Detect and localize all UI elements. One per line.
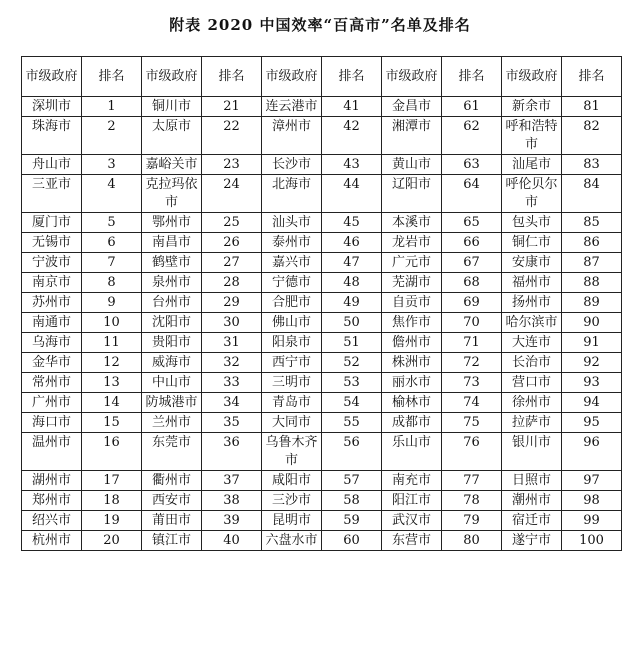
- rank-cell: 82: [562, 117, 622, 155]
- table-row: [22, 175, 622, 213]
- table-row: [22, 117, 622, 155]
- city-name-cell: 兰州市: [142, 413, 202, 433]
- city-name-cell: 郑州市: [22, 491, 82, 511]
- city-name-cell: 沈阳市: [142, 313, 202, 333]
- rank-cell: 54: [322, 393, 382, 413]
- city-name-cell: 嘉峪关市: [142, 155, 202, 175]
- city-name-cell: 常州市: [22, 373, 82, 393]
- city-name-cell: 汕尾市: [502, 155, 562, 175]
- city-name-cell: 三亚市: [22, 175, 82, 213]
- city-name-cell: 日照市: [502, 471, 562, 491]
- city-name-cell: 鄂州市: [142, 213, 202, 233]
- rank-cell: 16: [82, 433, 142, 471]
- city-name-cell: 焦作市: [382, 313, 442, 333]
- rank-cell: 53: [322, 373, 382, 393]
- city-name-cell: 哈尔滨市: [502, 313, 562, 333]
- city-name-cell: 克拉玛依市: [142, 175, 202, 213]
- city-name-cell: 南昌市: [142, 233, 202, 253]
- rank-cell: 21: [202, 97, 262, 117]
- city-name-cell: 金昌市: [382, 97, 442, 117]
- rank-cell: 23: [202, 155, 262, 175]
- rank-cell: 78: [442, 491, 502, 511]
- table-row: [22, 353, 622, 373]
- city-name-cell: 铜仁市: [502, 233, 562, 253]
- city-name-cell: 龙岩市: [382, 233, 442, 253]
- table-row: [22, 233, 622, 253]
- rank-cell: 41: [322, 97, 382, 117]
- city-name-cell: 银川市: [502, 433, 562, 471]
- city-name-cell: 佛山市: [262, 313, 322, 333]
- table-row: [22, 313, 622, 333]
- city-name-cell: 三明市: [262, 373, 322, 393]
- city-name-cell: 南京市: [22, 273, 82, 293]
- rank-cell: 64: [442, 175, 502, 213]
- rank-cell: 79: [442, 511, 502, 531]
- rank-cell: 70: [442, 313, 502, 333]
- city-name-cell: 昆明市: [262, 511, 322, 531]
- rank-cell: 56: [322, 433, 382, 471]
- city-name-cell: 阳泉市: [262, 333, 322, 353]
- table-row: [22, 471, 622, 491]
- header-city: 市级政府: [502, 57, 562, 97]
- rank-cell: 28: [202, 273, 262, 293]
- city-name-cell: 深圳市: [22, 97, 82, 117]
- table-row: [22, 433, 622, 471]
- rank-cell: 14: [82, 393, 142, 413]
- city-name-cell: 宁波市: [22, 253, 82, 273]
- city-name-cell: 东营市: [382, 531, 442, 551]
- city-name-cell: 自贡市: [382, 293, 442, 313]
- rank-cell: 86: [562, 233, 622, 253]
- rank-cell: 46: [322, 233, 382, 253]
- city-name-cell: 厦门市: [22, 213, 82, 233]
- table-row: [22, 273, 622, 293]
- city-name-cell: 大同市: [262, 413, 322, 433]
- rank-cell: 36: [202, 433, 262, 471]
- ranking-table: [21, 56, 622, 551]
- rank-cell: 33: [202, 373, 262, 393]
- rank-cell: 9: [82, 293, 142, 313]
- city-name-cell: 泰州市: [262, 233, 322, 253]
- rank-cell: 20: [82, 531, 142, 551]
- city-name-cell: 莆田市: [142, 511, 202, 531]
- rank-cell: 38: [202, 491, 262, 511]
- rank-cell: 2: [82, 117, 142, 155]
- table-row: [22, 393, 622, 413]
- rank-cell: 90: [562, 313, 622, 333]
- rank-cell: 26: [202, 233, 262, 253]
- city-name-cell: 西宁市: [262, 353, 322, 373]
- rank-cell: 71: [442, 333, 502, 353]
- header-rank: 排名: [562, 57, 622, 97]
- city-name-cell: 辽阳市: [382, 175, 442, 213]
- city-name-cell: 株洲市: [382, 353, 442, 373]
- rank-cell: 92: [562, 353, 622, 373]
- city-name-cell: 武汉市: [382, 511, 442, 531]
- rank-cell: 73: [442, 373, 502, 393]
- city-name-cell: 广元市: [382, 253, 442, 273]
- rank-cell: 69: [442, 293, 502, 313]
- city-name-cell: 东莞市: [142, 433, 202, 471]
- city-name-cell: 阳江市: [382, 491, 442, 511]
- city-name-cell: 安康市: [502, 253, 562, 273]
- rank-cell: 66: [442, 233, 502, 253]
- city-name-cell: 金华市: [22, 353, 82, 373]
- rank-cell: 3: [82, 155, 142, 175]
- city-name-cell: 大连市: [502, 333, 562, 353]
- city-name-cell: 新余市: [502, 97, 562, 117]
- city-name-cell: 台州市: [142, 293, 202, 313]
- city-name-cell: 嘉兴市: [262, 253, 322, 273]
- rank-cell: 100: [562, 531, 622, 551]
- rank-cell: 80: [442, 531, 502, 551]
- rank-cell: 97: [562, 471, 622, 491]
- city-name-cell: 丽水市: [382, 373, 442, 393]
- city-name-cell: 遂宁市: [502, 531, 562, 551]
- rank-cell: 8: [82, 273, 142, 293]
- header-rank: 排名: [202, 57, 262, 97]
- rank-cell: 60: [322, 531, 382, 551]
- header-city: 市级政府: [22, 57, 82, 97]
- rank-cell: 75: [442, 413, 502, 433]
- rank-cell: 40: [202, 531, 262, 551]
- rank-cell: 61: [442, 97, 502, 117]
- rank-cell: 42: [322, 117, 382, 155]
- city-name-cell: 鹤壁市: [142, 253, 202, 273]
- rank-cell: 39: [202, 511, 262, 531]
- rank-cell: 49: [322, 293, 382, 313]
- rank-cell: 76: [442, 433, 502, 471]
- rank-cell: 22: [202, 117, 262, 155]
- city-name-cell: 扬州市: [502, 293, 562, 313]
- header-row: [22, 57, 622, 97]
- city-name-cell: 南充市: [382, 471, 442, 491]
- table-row: [22, 293, 622, 313]
- header-city: 市级政府: [142, 57, 202, 97]
- city-name-cell: 宁德市: [262, 273, 322, 293]
- rank-cell: 43: [322, 155, 382, 175]
- rank-cell: 18: [82, 491, 142, 511]
- rank-cell: 77: [442, 471, 502, 491]
- table-row: [22, 373, 622, 393]
- rank-cell: 27: [202, 253, 262, 273]
- rank-cell: 93: [562, 373, 622, 393]
- city-name-cell: 三沙市: [262, 491, 322, 511]
- city-name-cell: 防城港市: [142, 393, 202, 413]
- table-row: [22, 491, 622, 511]
- rank-cell: 24: [202, 175, 262, 213]
- city-name-cell: 长沙市: [262, 155, 322, 175]
- header-rank: 排名: [82, 57, 142, 97]
- city-name-cell: 呼伦贝尔市: [502, 175, 562, 213]
- city-name-cell: 汕头市: [262, 213, 322, 233]
- rank-cell: 58: [322, 491, 382, 511]
- rank-cell: 68: [442, 273, 502, 293]
- city-name-cell: 广州市: [22, 393, 82, 413]
- rank-cell: 11: [82, 333, 142, 353]
- city-name-cell: 镇江市: [142, 531, 202, 551]
- rank-cell: 51: [322, 333, 382, 353]
- rank-cell: 85: [562, 213, 622, 233]
- rank-cell: 29: [202, 293, 262, 313]
- city-name-cell: 榆林市: [382, 393, 442, 413]
- rank-cell: 35: [202, 413, 262, 433]
- rank-cell: 44: [322, 175, 382, 213]
- city-name-cell: 铜川市: [142, 97, 202, 117]
- city-name-cell: 乐山市: [382, 433, 442, 471]
- rank-cell: 1: [82, 97, 142, 117]
- city-name-cell: 儋州市: [382, 333, 442, 353]
- table-row: [22, 413, 622, 433]
- header-city: 市级政府: [262, 57, 322, 97]
- city-name-cell: 本溪市: [382, 213, 442, 233]
- table-row: [22, 253, 622, 273]
- city-name-cell: 乌海市: [22, 333, 82, 353]
- city-name-cell: 中山市: [142, 373, 202, 393]
- city-name-cell: 徐州市: [502, 393, 562, 413]
- rank-cell: 30: [202, 313, 262, 333]
- rank-cell: 37: [202, 471, 262, 491]
- city-name-cell: 乌鲁木齐市: [262, 433, 322, 471]
- city-name-cell: 湖州市: [22, 471, 82, 491]
- city-name-cell: 西安市: [142, 491, 202, 511]
- rank-cell: 59: [322, 511, 382, 531]
- header-rank: 排名: [442, 57, 502, 97]
- rank-cell: 72: [442, 353, 502, 373]
- city-name-cell: 宿迁市: [502, 511, 562, 531]
- city-name-cell: 咸阳市: [262, 471, 322, 491]
- city-name-cell: 衢州市: [142, 471, 202, 491]
- rank-cell: 98: [562, 491, 622, 511]
- rank-cell: 7: [82, 253, 142, 273]
- city-name-cell: 珠海市: [22, 117, 82, 155]
- table-row: [22, 97, 622, 117]
- rank-cell: 31: [202, 333, 262, 353]
- rank-cell: 63: [442, 155, 502, 175]
- city-name-cell: 芜湖市: [382, 273, 442, 293]
- rank-cell: 45: [322, 213, 382, 233]
- city-name-cell: 包头市: [502, 213, 562, 233]
- table-title: 附表 2020 中国效率“百高市”名单及排名: [169, 16, 471, 34]
- city-name-cell: 泉州市: [142, 273, 202, 293]
- rank-cell: 83: [562, 155, 622, 175]
- rank-cell: 13: [82, 373, 142, 393]
- city-name-cell: 福州市: [502, 273, 562, 293]
- rank-cell: 5: [82, 213, 142, 233]
- city-name-cell: 连云港市: [262, 97, 322, 117]
- city-name-cell: 漳州市: [262, 117, 322, 155]
- city-name-cell: 苏州市: [22, 293, 82, 313]
- rank-cell: 88: [562, 273, 622, 293]
- rank-cell: 52: [322, 353, 382, 373]
- rank-cell: 84: [562, 175, 622, 213]
- rank-cell: 89: [562, 293, 622, 313]
- rank-cell: 48: [322, 273, 382, 293]
- rank-cell: 74: [442, 393, 502, 413]
- header-rank: 排名: [322, 57, 382, 97]
- city-name-cell: 成都市: [382, 413, 442, 433]
- table-row: [22, 511, 622, 531]
- city-name-cell: 威海市: [142, 353, 202, 373]
- table-row: [22, 213, 622, 233]
- rank-cell: 67: [442, 253, 502, 273]
- city-name-cell: 绍兴市: [22, 511, 82, 531]
- city-name-cell: 湘潭市: [382, 117, 442, 155]
- rank-cell: 95: [562, 413, 622, 433]
- rank-cell: 4: [82, 175, 142, 213]
- rank-cell: 19: [82, 511, 142, 531]
- city-name-cell: 潮州市: [502, 491, 562, 511]
- city-name-cell: 呼和浩特市: [502, 117, 562, 155]
- rank-cell: 15: [82, 413, 142, 433]
- rank-cell: 50: [322, 313, 382, 333]
- rank-cell: 10: [82, 313, 142, 333]
- rank-cell: 6: [82, 233, 142, 253]
- table-row: [22, 531, 622, 551]
- rank-cell: 57: [322, 471, 382, 491]
- city-name-cell: 南通市: [22, 313, 82, 333]
- city-name-cell: 北海市: [262, 175, 322, 213]
- city-name-cell: 舟山市: [22, 155, 82, 175]
- city-name-cell: 合肥市: [262, 293, 322, 313]
- city-name-cell: 贵阳市: [142, 333, 202, 353]
- city-name-cell: 营口市: [502, 373, 562, 393]
- rank-cell: 99: [562, 511, 622, 531]
- rank-cell: 96: [562, 433, 622, 471]
- city-name-cell: 太原市: [142, 117, 202, 155]
- table-row: [22, 155, 622, 175]
- rank-cell: 94: [562, 393, 622, 413]
- rank-cell: 25: [202, 213, 262, 233]
- header-city: 市级政府: [382, 57, 442, 97]
- city-name-cell: 六盘水市: [262, 531, 322, 551]
- rank-cell: 87: [562, 253, 622, 273]
- table-body: [22, 97, 622, 551]
- city-name-cell: 拉萨市: [502, 413, 562, 433]
- rank-cell: 62: [442, 117, 502, 155]
- city-name-cell: 长治市: [502, 353, 562, 373]
- city-name-cell: 青岛市: [262, 393, 322, 413]
- rank-cell: 55: [322, 413, 382, 433]
- city-name-cell: 无锡市: [22, 233, 82, 253]
- city-name-cell: 杭州市: [22, 531, 82, 551]
- city-name-cell: 海口市: [22, 413, 82, 433]
- rank-cell: 17: [82, 471, 142, 491]
- city-name-cell: 黄山市: [382, 155, 442, 175]
- rank-cell: 12: [82, 353, 142, 373]
- rank-cell: 32: [202, 353, 262, 373]
- rank-cell: 81: [562, 97, 622, 117]
- rank-cell: 47: [322, 253, 382, 273]
- rank-cell: 65: [442, 213, 502, 233]
- city-name-cell: 温州市: [22, 433, 82, 471]
- rank-cell: 34: [202, 393, 262, 413]
- rank-cell: 91: [562, 333, 622, 353]
- table-row: [22, 333, 622, 353]
